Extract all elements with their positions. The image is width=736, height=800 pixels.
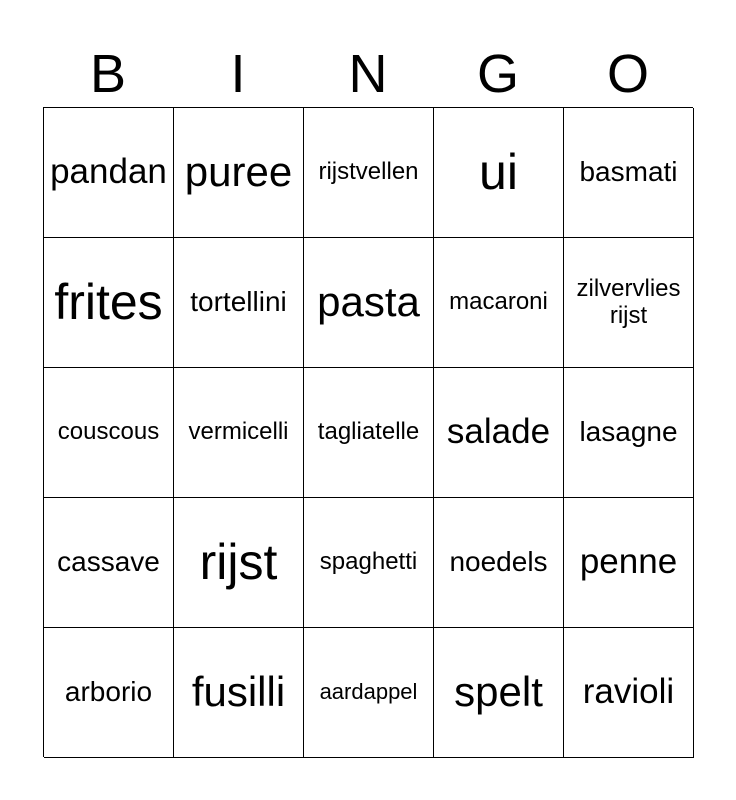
bingo-cell: rijstvellen xyxy=(304,108,434,238)
bingo-cell: tagliatelle xyxy=(304,368,434,498)
bingo-header xyxy=(43,42,693,106)
bingo-cell: pandan xyxy=(44,108,174,238)
bingo-cell: spelt xyxy=(434,628,564,758)
header-letter-b: B xyxy=(89,44,127,104)
bingo-cell: frites xyxy=(44,238,174,368)
bingo-cell: ui xyxy=(434,108,564,238)
bingo-cell: salade xyxy=(434,368,564,498)
bingo-board xyxy=(43,107,693,757)
bingo-cell: ravioli xyxy=(564,628,694,758)
bingo-cell: arborio xyxy=(44,628,174,758)
bingo-cell: macaroni xyxy=(434,238,564,368)
bingo-cell: cassave xyxy=(44,498,174,628)
header-letter-i: I xyxy=(230,44,246,104)
bingo-cell: zilvervlies rijst xyxy=(564,238,694,368)
bingo-cell: pasta xyxy=(304,238,434,368)
bingo-cell: fusilli xyxy=(174,628,304,758)
bingo-cell: lasagne xyxy=(564,368,694,498)
bingo-cell: noedels xyxy=(434,498,564,628)
bingo-cell: rijst xyxy=(174,498,304,628)
bingo-cell: tortellini xyxy=(174,238,304,368)
bingo-cell: couscous xyxy=(44,368,174,498)
bingo-cell: aardappel xyxy=(304,628,434,758)
bingo-cell: spaghetti xyxy=(304,498,434,628)
bingo-cell: vermicelli xyxy=(174,368,304,498)
header-letter-n: N xyxy=(348,44,388,104)
header-letter-o: O xyxy=(606,44,649,104)
bingo-cell: basmati xyxy=(564,108,694,238)
bingo-cell: penne xyxy=(564,498,694,628)
bingo-cell: puree xyxy=(174,108,304,238)
header-letter-g: G xyxy=(476,44,519,104)
